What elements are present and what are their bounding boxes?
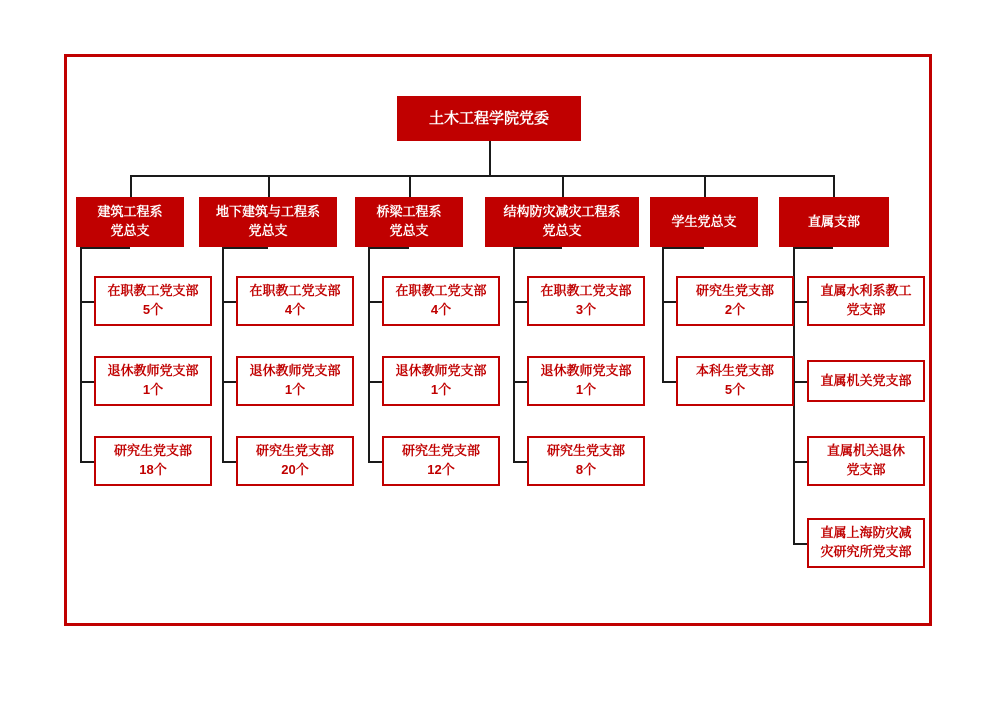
node-dept-5-line-1: 学生党总支 xyxy=(671,213,737,229)
node-branch-4-2[interactable] xyxy=(527,356,645,406)
node-branch-2-2[interactable] xyxy=(236,356,354,406)
node-dept-2[interactable] xyxy=(199,197,337,247)
node-dept-3-line-2: 党总支 xyxy=(389,223,429,238)
connector-branch-3-2 xyxy=(368,381,382,383)
node-branch-5-1-line-1: 研究生党支部 xyxy=(695,283,774,299)
connector-spine-dept-3 xyxy=(368,247,370,462)
node-branch-2-1-line-2: 4个 xyxy=(284,302,306,317)
node-branch-1-3[interactable] xyxy=(94,436,212,486)
node-branch-2-1[interactable] xyxy=(236,276,354,326)
node-branch-2-2-line-1: 退休教师党支部 xyxy=(249,363,341,379)
node-branch-5-1[interactable] xyxy=(676,276,794,326)
connector-bus-to-dept-5 xyxy=(704,175,706,197)
node-branch-6-4-line-1: 直属上海防灾减 xyxy=(820,525,912,541)
node-root-line-1: 土木工程学院党委 xyxy=(428,109,549,127)
node-dept-2-line-2: 党总支 xyxy=(248,223,288,238)
connector-branch-2-2 xyxy=(222,381,236,383)
connector-branch-4-1 xyxy=(513,301,527,303)
connector-branch-2-3 xyxy=(222,461,236,463)
node-branch-6-1-line-2: 党支部 xyxy=(846,302,886,317)
node-branch-3-2[interactable] xyxy=(382,356,500,406)
node-dept-3-line-1: 桥梁工程系 xyxy=(376,204,442,220)
connector-branch-6-1 xyxy=(793,301,807,303)
connector-branch-3-3 xyxy=(368,461,382,463)
node-branch-3-1-line-2: 4个 xyxy=(430,302,452,317)
node-dept-4-line-2: 党总支 xyxy=(542,223,582,238)
node-dept-1-line-1: 建筑工程系 xyxy=(97,204,163,220)
node-branch-3-1-line-1: 在职教工党支部 xyxy=(395,283,487,299)
node-dept-4-line-1: 结构防灾减灾工程系 xyxy=(503,204,621,220)
connector-branch-3-1 xyxy=(368,301,382,303)
node-branch-6-3[interactable] xyxy=(807,436,925,486)
connector-spine-top-dept-5 xyxy=(662,247,704,249)
node-branch-6-4-line-2: 灾研究所党支部 xyxy=(820,544,912,559)
connector-branch-6-3 xyxy=(793,461,807,463)
connector-spine-top-dept-4 xyxy=(513,247,562,249)
node-branch-6-2[interactable] xyxy=(807,360,925,402)
node-branch-1-2-line-1: 退休教师党支部 xyxy=(107,363,199,379)
node-branch-4-3-line-1: 研究生党支部 xyxy=(546,443,625,459)
node-branch-6-3-line-1: 直属机关退休 xyxy=(826,443,905,459)
connector-spine-dept-1 xyxy=(80,247,82,462)
node-branch-3-3-line-2: 12个 xyxy=(427,462,455,477)
connector-horizontal-bus xyxy=(130,175,833,177)
node-branch-6-2-line-1: 直属机关党支部 xyxy=(820,372,912,388)
node-branch-4-1[interactable] xyxy=(527,276,645,326)
node-dept-6[interactable] xyxy=(779,197,889,247)
connector-bus-to-dept-4 xyxy=(562,175,564,197)
connector-spine-top-dept-2 xyxy=(222,247,268,249)
node-branch-6-3-line-2: 党支部 xyxy=(846,462,886,477)
node-branch-5-1-line-2: 2个 xyxy=(724,302,746,317)
node-branch-4-3[interactable] xyxy=(527,436,645,486)
node-branch-6-1[interactable] xyxy=(807,276,925,326)
node-dept-5[interactable] xyxy=(650,197,758,247)
node-branch-1-3-line-2: 18个 xyxy=(139,462,167,477)
node-branch-2-3-line-2: 20个 xyxy=(281,462,309,477)
connector-spine-dept-4 xyxy=(513,247,515,462)
node-branch-2-3[interactable] xyxy=(236,436,354,486)
node-branch-2-2-line-2: 1个 xyxy=(284,382,306,397)
node-branch-1-1[interactable] xyxy=(94,276,212,326)
node-root[interactable] xyxy=(397,96,581,141)
node-branch-4-2-line-2: 1个 xyxy=(575,382,597,397)
node-branch-4-3-line-2: 8个 xyxy=(575,462,597,477)
node-branch-3-2-line-2: 1个 xyxy=(430,382,452,397)
connector-branch-1-3 xyxy=(80,461,94,463)
connector-spine-dept-2 xyxy=(222,247,224,462)
node-branch-2-3-line-1: 研究生党支部 xyxy=(255,443,334,459)
connector-bus-to-dept-2 xyxy=(268,175,270,197)
connector-branch-1-2 xyxy=(80,381,94,383)
node-branch-2-1-line-1: 在职教工党支部 xyxy=(249,283,341,299)
node-branch-3-3-line-1: 研究生党支部 xyxy=(401,443,480,459)
connector-branch-2-1 xyxy=(222,301,236,303)
connector-branch-5-2 xyxy=(662,381,676,383)
node-branch-1-1-line-1: 在职教工党支部 xyxy=(107,283,199,299)
node-branch-4-1-line-2: 3个 xyxy=(575,302,597,317)
connector-spine-top-dept-1 xyxy=(80,247,130,249)
connector-bus-to-dept-1 xyxy=(130,175,132,197)
connector-branch-5-1 xyxy=(662,301,676,303)
connector-branch-4-2 xyxy=(513,381,527,383)
node-branch-1-1-line-2: 5个 xyxy=(142,302,164,317)
node-branch-4-1-line-1: 在职教工党支部 xyxy=(540,283,632,299)
node-branch-3-1[interactable] xyxy=(382,276,500,326)
connector-branch-4-3 xyxy=(513,461,527,463)
node-branch-4-2-line-1: 退休教师党支部 xyxy=(540,363,632,379)
node-branch-1-2-line-2: 1个 xyxy=(142,382,164,397)
node-branch-3-2-line-1: 退休教师党支部 xyxy=(395,363,487,379)
connector-branch-6-4 xyxy=(793,543,807,545)
node-dept-1-line-2: 党总支 xyxy=(110,223,150,238)
connector-bus-to-dept-3 xyxy=(409,175,411,197)
node-dept-2-line-1: 地下建筑与工程系 xyxy=(215,204,320,220)
node-dept-4[interactable] xyxy=(485,197,639,247)
node-branch-6-1-line-1: 直属水利系教工 xyxy=(820,283,912,299)
node-branch-1-2[interactable] xyxy=(94,356,212,406)
node-branch-6-4[interactable] xyxy=(807,518,925,568)
connector-spine-dept-5 xyxy=(662,247,664,382)
node-branch-1-3-line-1: 研究生党支部 xyxy=(113,443,192,459)
node-dept-1[interactable] xyxy=(76,197,184,247)
node-dept-3[interactable] xyxy=(355,197,463,247)
connector-branch-1-1 xyxy=(80,301,94,303)
connector-root-down xyxy=(489,141,491,175)
node-branch-5-2-line-1: 本科生党支部 xyxy=(695,363,774,379)
node-branch-5-2-line-2: 5个 xyxy=(724,382,746,397)
connector-spine-top-dept-3 xyxy=(368,247,409,249)
connector-bus-to-dept-6 xyxy=(833,175,835,197)
node-dept-6-line-1: 直属支部 xyxy=(807,213,860,229)
node-branch-5-2[interactable] xyxy=(676,356,794,406)
connector-branch-6-2 xyxy=(793,381,807,383)
node-branch-3-3[interactable] xyxy=(382,436,500,486)
connector-spine-top-dept-6 xyxy=(793,247,833,249)
